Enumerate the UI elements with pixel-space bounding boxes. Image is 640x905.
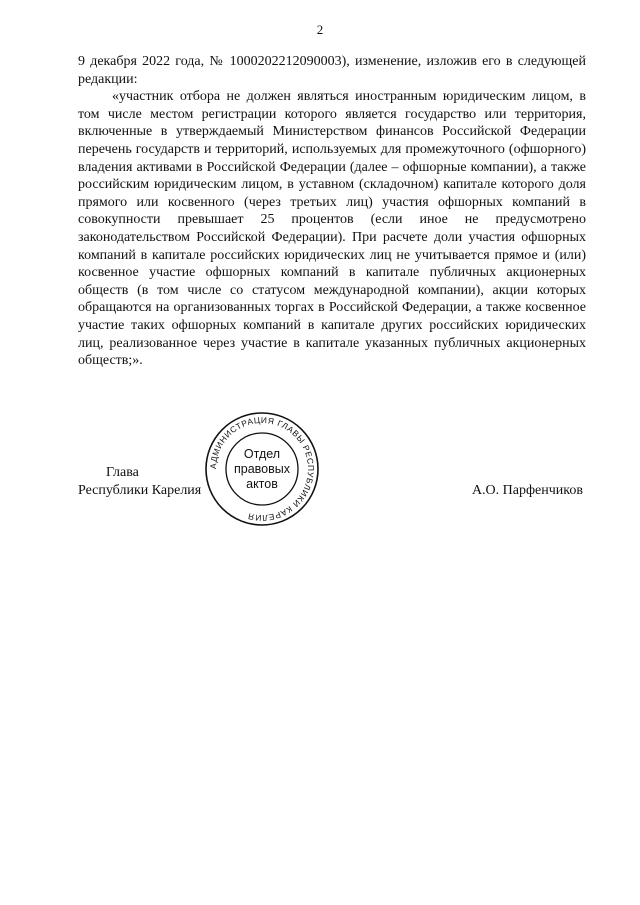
paragraph-quoted-amendment: «участник отбора не должен являться иностранным юридическим лицом, в том числе местом регистрации которого является государство или территория, включенные в утверждаемый Министерством финансов Российской Федерации перечень государств и территорий, используемых для промежуточного (офшорного) владения активами в Российской Федерации (далее – офшорные компании), а также российским юридическим лицом, в уставном (складочном) капитале которого доля прямого или косвенного (через третьих лиц) участия офшорных компаний в совокупности превышает 25 процентов (если иное не предусмотрено законодательством Российской Федерации). При расчете доли участия офшорных компаний в капитале российских юридических лиц не учитывается прямое и (или) косвенное участие офшорных компаний в капитале публичных акционерных обществ (в том числе со статусом международной компании), акции которых обращаются на организованных торгах в Российской Федерации, а также косвенное участие таких офшорных компаний в капитале других российских юридических лиц, реализованное через участие в капитале указанных публичных акционерных обществ;».: [78, 89, 586, 369]
document-body: [78, 53, 586, 370]
stamp-center-line3: актов: [246, 477, 278, 491]
page-number: 2: [316, 22, 324, 37]
stamp-ring-text: АДМИНИСТРАЦИЯ ГЛАВЫ РЕСПУБЛИКИ КАРЕЛИЯ: [207, 414, 317, 524]
stamp-center-line1: Отдел: [243, 447, 281, 461]
signatory-title-line2: Республики Карелия: [78, 483, 202, 498]
official-stamp: [203, 410, 321, 528]
signatory-title: [78, 464, 201, 500]
signatory-name: А.О. Парфенчиков: [471, 483, 583, 498]
paragraph-continuation: 9 декабря 2022 года, № 1000202212090003), изменение, изложив его в следующей редакции:: [78, 54, 586, 87]
signatory-title-line1: Глава: [106, 465, 139, 480]
stamp-center-line2: правовых: [234, 462, 290, 476]
